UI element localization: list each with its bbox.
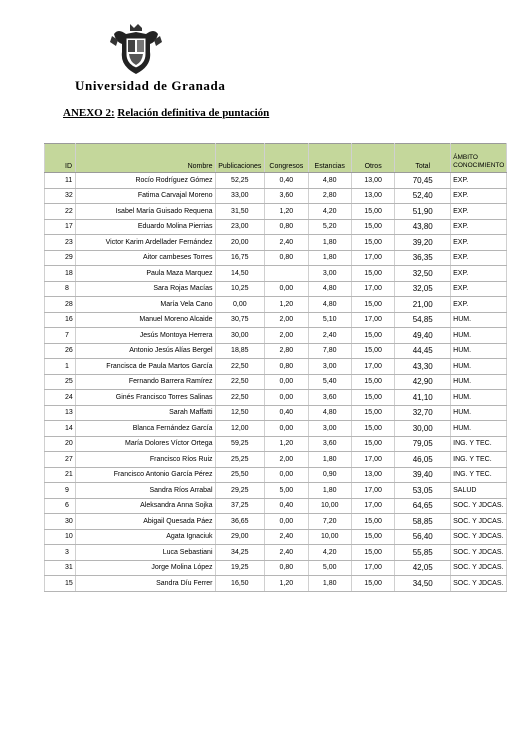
cell-nombre: Aitor cambeses Torres xyxy=(76,250,216,266)
cell-ambito: EXP. xyxy=(451,173,507,189)
table-row xyxy=(45,452,507,468)
cell-estancias: 5,40 xyxy=(308,374,351,390)
cell-nombre: Sandra Ríos Arrabal xyxy=(76,483,216,499)
cell-estancias: 1,80 xyxy=(308,235,351,251)
table-row xyxy=(45,405,507,421)
cell-estancias: 4,20 xyxy=(308,204,351,220)
cell-ambito: HUM. xyxy=(451,359,507,375)
cell-total: 32,70 xyxy=(395,405,451,421)
column-header-otros: Otros xyxy=(351,144,394,173)
cell-estancias: 3,00 xyxy=(308,359,351,375)
cell-estancias: 1,80 xyxy=(308,452,351,468)
cell-id: 1 xyxy=(45,359,76,375)
table-row xyxy=(45,266,507,282)
cell-id: 27 xyxy=(45,452,76,468)
cell-id: 28 xyxy=(45,297,76,313)
cell-id: 31 xyxy=(45,560,76,576)
cell-id: 21 xyxy=(45,467,76,483)
cell-estancias: 4,80 xyxy=(308,405,351,421)
cell-congresos: 0,80 xyxy=(265,219,308,235)
table-row xyxy=(45,576,507,592)
column-header-nombre: Nombre xyxy=(76,144,216,173)
cell-nombre: Jesús Montoya Herrera xyxy=(76,328,216,344)
cell-congresos: 2,40 xyxy=(265,529,308,545)
cell-otros: 17,00 xyxy=(351,250,394,266)
table-row xyxy=(45,498,507,514)
table-row xyxy=(45,514,507,530)
cell-otros: 15,00 xyxy=(351,266,394,282)
cell-otros: 15,00 xyxy=(351,405,394,421)
score-table xyxy=(44,143,507,592)
cell-nombre: Abigail Quesada Páez xyxy=(76,514,216,530)
cell-publicaciones: 12,00 xyxy=(215,421,265,437)
cell-id: 6 xyxy=(45,498,76,514)
cell-publicaciones: 33,00 xyxy=(215,188,265,204)
cell-otros: 15,00 xyxy=(351,374,394,390)
table-row xyxy=(45,173,507,189)
cell-id: 3 xyxy=(45,545,76,561)
cell-id: 11 xyxy=(45,173,76,189)
cell-total: 51,90 xyxy=(395,204,451,220)
cell-otros: 17,00 xyxy=(351,452,394,468)
cell-total: 49,40 xyxy=(395,328,451,344)
cell-total: 54,85 xyxy=(395,312,451,328)
cell-ambito: EXP. xyxy=(451,266,507,282)
table-row xyxy=(45,483,507,499)
cell-nombre: Francisca de Paula Martos García xyxy=(76,359,216,375)
cell-estancias: 4,80 xyxy=(308,281,351,297)
cell-id: 17 xyxy=(45,219,76,235)
cell-nombre: María Dolores Víctor Ortega xyxy=(76,436,216,452)
cell-nombre: Isabel María Guisado Requena xyxy=(76,204,216,220)
cell-ambito: SOC. Y JDCAS. xyxy=(451,560,507,576)
table-row xyxy=(45,436,507,452)
cell-congresos: 0,40 xyxy=(265,405,308,421)
cell-id: 30 xyxy=(45,514,76,530)
cell-id: 29 xyxy=(45,250,76,266)
cell-otros: 15,00 xyxy=(351,204,394,220)
cell-estancias: 1,80 xyxy=(308,576,351,592)
cell-otros: 17,00 xyxy=(351,359,394,375)
cell-otros: 17,00 xyxy=(351,560,394,576)
cell-total: 79,05 xyxy=(395,436,451,452)
cell-ambito: SALUD xyxy=(451,483,507,499)
cell-ambito: HUM. xyxy=(451,328,507,344)
cell-ambito: HUM. xyxy=(451,374,507,390)
cell-ambito: EXP. xyxy=(451,204,507,220)
cell-nombre: Francisco Ríos Ruiz xyxy=(76,452,216,468)
cell-estancias: 4,20 xyxy=(308,545,351,561)
cell-nombre: Eduardo Molina Pierrias xyxy=(76,219,216,235)
cell-congresos: 0,80 xyxy=(265,560,308,576)
cell-estancias: 5,00 xyxy=(308,560,351,576)
cell-publicaciones: 0,00 xyxy=(215,297,265,313)
table-row xyxy=(45,467,507,483)
cell-publicaciones: 16,50 xyxy=(215,576,265,592)
cell-estancias: 5,20 xyxy=(308,219,351,235)
table-row xyxy=(45,204,507,220)
column-header-estancias: Estancias xyxy=(308,144,351,173)
column-header-ambito: ÁMBITO CONOCIMIENTO xyxy=(451,144,507,173)
cell-otros: 15,00 xyxy=(351,343,394,359)
cell-congresos: 5,00 xyxy=(265,483,308,499)
cell-total: 53,05 xyxy=(395,483,451,499)
cell-publicaciones: 34,25 xyxy=(215,545,265,561)
cell-id: 13 xyxy=(45,405,76,421)
cell-ambito: HUM. xyxy=(451,312,507,328)
cell-id: 23 xyxy=(45,235,76,251)
cell-publicaciones: 30,75 xyxy=(215,312,265,328)
cell-nombre: Rocío Rodríguez Gómez xyxy=(76,173,216,189)
cell-publicaciones: 59,25 xyxy=(215,436,265,452)
cell-publicaciones: 30,00 xyxy=(215,328,265,344)
table-row xyxy=(45,390,507,406)
cell-ambito: SOC. Y JDCAS. xyxy=(451,498,507,514)
cell-publicaciones: 25,25 xyxy=(215,452,265,468)
table-row xyxy=(45,250,507,266)
cell-publicaciones: 29,00 xyxy=(215,529,265,545)
cell-total: 55,85 xyxy=(395,545,451,561)
cell-estancias: 1,80 xyxy=(308,483,351,499)
cell-estancias: 4,80 xyxy=(308,173,351,189)
column-header-id: ID xyxy=(45,144,76,173)
cell-ambito: HUM. xyxy=(451,421,507,437)
cell-total: 43,30 xyxy=(395,359,451,375)
cell-ambito: SOC. Y JDCAS. xyxy=(451,514,507,530)
cell-nombre: Agata Ignaciuk xyxy=(76,529,216,545)
cell-id: 26 xyxy=(45,343,76,359)
table-row xyxy=(45,328,507,344)
cell-total: 64,65 xyxy=(395,498,451,514)
cell-ambito: ING. Y TEC. xyxy=(451,467,507,483)
cell-otros: 15,00 xyxy=(351,576,394,592)
cell-estancias: 2,80 xyxy=(308,188,351,204)
cell-congresos: 0,40 xyxy=(265,498,308,514)
cell-nombre: Sandra Díu Ferrer xyxy=(76,576,216,592)
cell-ambito: EXP. xyxy=(451,250,507,266)
table-row xyxy=(45,560,507,576)
cell-publicaciones: 36,65 xyxy=(215,514,265,530)
cell-total: 46,05 xyxy=(395,452,451,468)
table-row xyxy=(45,343,507,359)
cell-publicaciones: 19,25 xyxy=(215,560,265,576)
cell-otros: 13,00 xyxy=(351,173,394,189)
cell-ambito: ING. Y TEC. xyxy=(451,452,507,468)
cell-estancias: 10,00 xyxy=(308,529,351,545)
cell-total: 58,85 xyxy=(395,514,451,530)
cell-congresos: 2,80 xyxy=(265,343,308,359)
cell-estancias: 7,80 xyxy=(308,343,351,359)
cell-otros: 13,00 xyxy=(351,467,394,483)
column-header-publicaciones: Publicaciones xyxy=(215,144,265,173)
annex-title: Relación definitiva de puntación xyxy=(117,107,270,119)
cell-estancias: 3,60 xyxy=(308,390,351,406)
cell-total: 32,05 xyxy=(395,281,451,297)
table-row xyxy=(45,374,507,390)
cell-id: 14 xyxy=(45,421,76,437)
cell-congresos: 2,40 xyxy=(265,235,308,251)
cell-total: 34,50 xyxy=(395,576,451,592)
cell-ambito: HUM. xyxy=(451,405,507,421)
cell-id: 10 xyxy=(45,529,76,545)
cell-estancias: 10,00 xyxy=(308,498,351,514)
cell-congresos: 2,00 xyxy=(265,452,308,468)
cell-ambito: SOC. Y JDCAS. xyxy=(451,576,507,592)
cell-congresos: 0,00 xyxy=(265,421,308,437)
cell-congresos: 2,40 xyxy=(265,545,308,561)
cell-total: 30,00 xyxy=(395,421,451,437)
cell-id: 7 xyxy=(45,328,76,344)
cell-total: 39,40 xyxy=(395,467,451,483)
table-row xyxy=(45,529,507,545)
cell-publicaciones: 31,50 xyxy=(215,204,265,220)
cell-congresos: 2,00 xyxy=(265,312,308,328)
cell-ambito: EXP. xyxy=(451,219,507,235)
cell-congresos: 0,40 xyxy=(265,173,308,189)
cell-id: 18 xyxy=(45,266,76,282)
cell-congresos: 0,80 xyxy=(265,250,308,266)
cell-estancias: 3,00 xyxy=(308,421,351,437)
cell-publicaciones: 14,50 xyxy=(215,266,265,282)
table-row xyxy=(45,312,507,328)
cell-publicaciones: 10,25 xyxy=(215,281,265,297)
cell-id: 25 xyxy=(45,374,76,390)
cell-total: 52,40 xyxy=(395,188,451,204)
cell-total: 70,45 xyxy=(395,173,451,189)
cell-ambito: HUM. xyxy=(451,390,507,406)
cell-total: 32,50 xyxy=(395,266,451,282)
cell-congresos: 0,00 xyxy=(265,390,308,406)
cell-total: 36,35 xyxy=(395,250,451,266)
cell-id: 9 xyxy=(45,483,76,499)
cell-estancias: 0,90 xyxy=(308,467,351,483)
cell-id: 32 xyxy=(45,188,76,204)
cell-otros: 15,00 xyxy=(351,297,394,313)
cell-nombre: Francisco Antonio García Pérez xyxy=(76,467,216,483)
cell-nombre: Sara Rojas Macías xyxy=(76,281,216,297)
cell-nombre: Paula Maza Marquez xyxy=(76,266,216,282)
cell-estancias: 1,80 xyxy=(308,250,351,266)
cell-otros: 17,00 xyxy=(351,312,394,328)
cell-estancias: 4,80 xyxy=(308,297,351,313)
cell-congresos: 0,80 xyxy=(265,359,308,375)
cell-congresos: 1,20 xyxy=(265,576,308,592)
annex-label: ANEXO 2: xyxy=(63,107,115,119)
table-row xyxy=(45,545,507,561)
university-name: Universidad de Granada xyxy=(75,78,226,93)
cell-id: 16 xyxy=(45,312,76,328)
cell-nombre: Manuel Moreno Alcaide xyxy=(76,312,216,328)
cell-publicaciones: 52,25 xyxy=(215,173,265,189)
cell-nombre: Jorge Molina López xyxy=(76,560,216,576)
cell-total: 42,05 xyxy=(395,560,451,576)
table-row xyxy=(45,297,507,313)
annex-heading xyxy=(63,107,269,119)
cell-otros: 13,00 xyxy=(351,188,394,204)
cell-total: 21,00 xyxy=(395,297,451,313)
cell-total: 41,10 xyxy=(395,390,451,406)
table-row xyxy=(45,421,507,437)
cell-estancias: 3,60 xyxy=(308,436,351,452)
cell-nombre: Fatima Carvajal Moreno xyxy=(76,188,216,204)
cell-otros: 15,00 xyxy=(351,545,394,561)
cell-publicaciones: 22,50 xyxy=(215,359,265,375)
cell-nombre: Victor Karim Ardellader Fernández xyxy=(76,235,216,251)
table-header-row xyxy=(45,144,507,173)
cell-ambito: EXP. xyxy=(451,297,507,313)
cell-nombre: Blanca Fernández García xyxy=(76,421,216,437)
cell-id: 24 xyxy=(45,390,76,406)
cell-publicaciones: 22,50 xyxy=(215,374,265,390)
cell-otros: 15,00 xyxy=(351,514,394,530)
cell-ambito: EXP. xyxy=(451,188,507,204)
table-row xyxy=(45,188,507,204)
column-header-congresos: Congresos xyxy=(265,144,308,173)
cell-nombre: Aleksandra Anna Sojka xyxy=(76,498,216,514)
cell-nombre: Sarah Maffatti xyxy=(76,405,216,421)
cell-otros: 17,00 xyxy=(351,483,394,499)
cell-publicaciones: 23,00 xyxy=(215,219,265,235)
university-crest-icon xyxy=(108,22,164,78)
table-row xyxy=(45,359,507,375)
column-header-total: Total xyxy=(395,144,451,173)
cell-total: 56,40 xyxy=(395,529,451,545)
cell-congresos: 1,20 xyxy=(265,436,308,452)
cell-congresos: 3,60 xyxy=(265,188,308,204)
cell-total: 42,90 xyxy=(395,374,451,390)
table-row xyxy=(45,235,507,251)
cell-otros: 17,00 xyxy=(351,498,394,514)
cell-nombre: María Vela Cano xyxy=(76,297,216,313)
cell-otros: 15,00 xyxy=(351,235,394,251)
cell-total: 43,80 xyxy=(395,219,451,235)
cell-nombre: Ginés Francisco Torres Salinas xyxy=(76,390,216,406)
cell-congresos: 0,00 xyxy=(265,281,308,297)
cell-otros: 15,00 xyxy=(351,390,394,406)
cell-congresos: 0,00 xyxy=(265,374,308,390)
cell-publicaciones: 18,85 xyxy=(215,343,265,359)
cell-congresos: 1,20 xyxy=(265,204,308,220)
cell-publicaciones: 37,25 xyxy=(215,498,265,514)
cell-ambito: HUM. xyxy=(451,343,507,359)
cell-total: 39,20 xyxy=(395,235,451,251)
cell-otros: 15,00 xyxy=(351,529,394,545)
cell-publicaciones: 20,00 xyxy=(215,235,265,251)
cell-publicaciones: 22,50 xyxy=(215,390,265,406)
cell-estancias: 2,40 xyxy=(308,328,351,344)
cell-congresos: 0,00 xyxy=(265,467,308,483)
cell-ambito: EXP. xyxy=(451,281,507,297)
cell-publicaciones: 25,50 xyxy=(215,467,265,483)
cell-estancias: 3,00 xyxy=(308,266,351,282)
cell-ambito: ING. Y TEC. xyxy=(451,436,507,452)
cell-id: 8 xyxy=(45,281,76,297)
cell-publicaciones: 16,75 xyxy=(215,250,265,266)
cell-ambito: EXP. xyxy=(451,235,507,251)
cell-congresos xyxy=(265,266,308,282)
cell-publicaciones: 29,25 xyxy=(215,483,265,499)
cell-id: 15 xyxy=(45,576,76,592)
cell-congresos: 0,00 xyxy=(265,514,308,530)
cell-total: 44,45 xyxy=(395,343,451,359)
cell-otros: 15,00 xyxy=(351,219,394,235)
table-row xyxy=(45,219,507,235)
cell-otros: 15,00 xyxy=(351,328,394,344)
cell-ambito: SOC. Y JDCAS. xyxy=(451,545,507,561)
cell-otros: 17,00 xyxy=(351,281,394,297)
cell-congresos: 1,20 xyxy=(265,297,308,313)
cell-nombre: Fernando Barrera Ramírez xyxy=(76,374,216,390)
cell-id: 20 xyxy=(45,436,76,452)
cell-nombre: Luca Sebastiani xyxy=(76,545,216,561)
cell-nombre: Antonio Jesús Alías Bergel xyxy=(76,343,216,359)
cell-otros: 15,00 xyxy=(351,421,394,437)
cell-id: 22 xyxy=(45,204,76,220)
cell-estancias: 5,10 xyxy=(308,312,351,328)
cell-estancias: 7,20 xyxy=(308,514,351,530)
cell-otros: 15,00 xyxy=(351,436,394,452)
cell-publicaciones: 12,50 xyxy=(215,405,265,421)
table-row xyxy=(45,281,507,297)
cell-congresos: 2,00 xyxy=(265,328,308,344)
cell-ambito: SOC. Y JDCAS. xyxy=(451,529,507,545)
